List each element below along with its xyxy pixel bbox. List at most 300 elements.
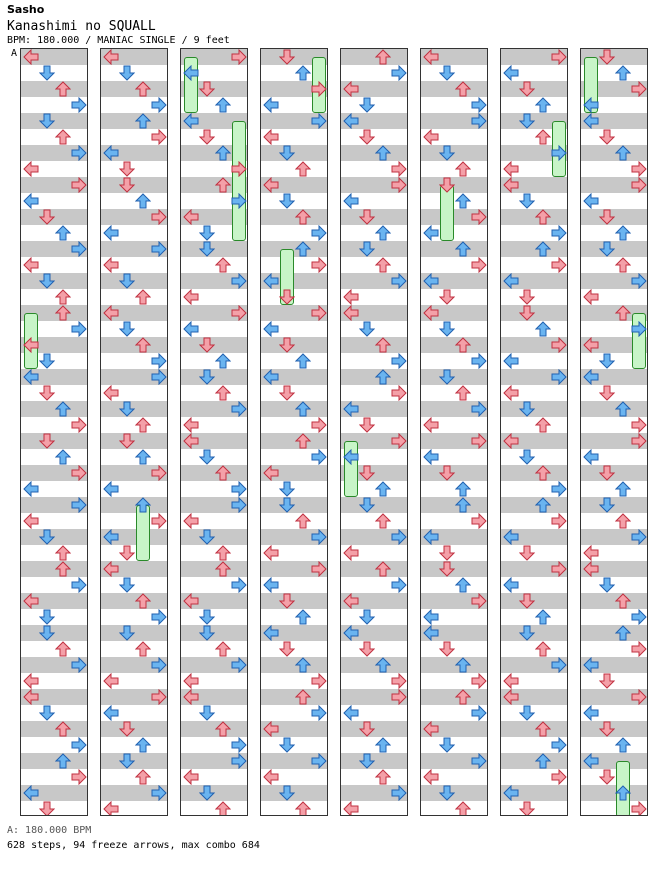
- arrow-up-icon: [615, 481, 631, 497]
- chart-column: [180, 48, 248, 816]
- arrow-right-icon: [631, 529, 647, 545]
- arrow-right-icon: [471, 97, 487, 113]
- arrow-down-icon: [199, 529, 215, 545]
- arrow-left-icon: [23, 49, 39, 65]
- arrow-right-icon: [551, 225, 567, 241]
- arrow-right-icon: [551, 145, 567, 161]
- arrow-left-icon: [343, 449, 359, 465]
- arrow-up-icon: [55, 753, 71, 769]
- chart-info: BPM: 180.000 / MANIAC SINGLE / 9 feet: [7, 35, 230, 46]
- arrow-left-icon: [423, 769, 439, 785]
- arrow-left-icon: [183, 673, 199, 689]
- arrow-up-icon: [295, 65, 311, 81]
- arrow-left-icon: [183, 113, 199, 129]
- beat-band: [421, 497, 487, 513]
- arrow-right-icon: [71, 769, 87, 785]
- arrow-up-icon: [295, 433, 311, 449]
- arrow-right-icon: [631, 433, 647, 449]
- arrow-up-icon: [615, 65, 631, 81]
- arrow-right-icon: [231, 737, 247, 753]
- arrow-right-icon: [311, 529, 327, 545]
- beat-band: [181, 721, 247, 737]
- arrow-down-icon: [519, 113, 535, 129]
- arrow-down-icon: [519, 289, 535, 305]
- arrow-up-icon: [535, 641, 551, 657]
- arrow-down-icon: [279, 737, 295, 753]
- arrow-left-icon: [263, 369, 279, 385]
- arrow-down-icon: [359, 641, 375, 657]
- arrow-right-icon: [311, 113, 327, 129]
- arrow-up-icon: [375, 145, 391, 161]
- arrow-down-icon: [119, 177, 135, 193]
- beat-band: [101, 497, 167, 513]
- arrow-left-icon: [343, 305, 359, 321]
- arrow-up-icon: [295, 609, 311, 625]
- arrow-left-icon: [263, 129, 279, 145]
- arrow-left-icon: [183, 513, 199, 529]
- arrow-up-icon: [135, 289, 151, 305]
- arrow-up-icon: [615, 305, 631, 321]
- arrow-right-icon: [71, 177, 87, 193]
- arrow-left-icon: [343, 289, 359, 305]
- beat-band: [421, 81, 487, 97]
- beat-band: [421, 337, 487, 353]
- beat-band: [101, 81, 167, 97]
- freeze-arrow: [232, 121, 246, 241]
- arrow-up-icon: [615, 593, 631, 609]
- arrow-left-icon: [23, 193, 39, 209]
- arrow-right-icon: [471, 257, 487, 273]
- beat-band: [261, 689, 327, 705]
- arrow-right-icon: [631, 321, 647, 337]
- arrow-down-icon: [119, 545, 135, 561]
- arrow-down-icon: [519, 625, 535, 641]
- arrow-right-icon: [71, 465, 87, 481]
- arrow-left-icon: [263, 577, 279, 593]
- arrow-left-icon: [343, 81, 359, 97]
- arrow-up-icon: [375, 225, 391, 241]
- arrow-left-icon: [583, 449, 599, 465]
- arrow-right-icon: [151, 609, 167, 625]
- arrow-up-icon: [375, 337, 391, 353]
- arrow-up-icon: [55, 561, 71, 577]
- arrow-down-icon: [119, 401, 135, 417]
- arrow-up-icon: [55, 305, 71, 321]
- arrow-left-icon: [263, 769, 279, 785]
- arrow-right-icon: [471, 113, 487, 129]
- arrow-down-icon: [119, 273, 135, 289]
- arrow-left-icon: [583, 193, 599, 209]
- arrow-right-icon: [231, 273, 247, 289]
- chart-column: [20, 48, 88, 816]
- beat-band: [501, 497, 567, 513]
- arrow-left-icon: [343, 193, 359, 209]
- arrow-left-icon: [423, 529, 439, 545]
- beat-band: [581, 625, 647, 641]
- arrow-down-icon: [199, 337, 215, 353]
- beat-band: [581, 593, 647, 609]
- arrow-down-icon: [519, 545, 535, 561]
- arrow-up-icon: [215, 257, 231, 273]
- arrow-right-icon: [311, 417, 327, 433]
- arrow-right-icon: [231, 401, 247, 417]
- arrow-down-icon: [39, 433, 55, 449]
- arrow-left-icon: [263, 465, 279, 481]
- arrow-up-icon: [55, 545, 71, 561]
- beat-band: [261, 401, 327, 417]
- arrow-right-icon: [151, 97, 167, 113]
- arrow-down-icon: [359, 129, 375, 145]
- arrow-up-icon: [55, 721, 71, 737]
- arrow-left-icon: [183, 321, 199, 337]
- arrow-right-icon: [71, 737, 87, 753]
- arrow-up-icon: [135, 593, 151, 609]
- arrow-left-icon: [263, 625, 279, 641]
- arrow-left-icon: [583, 369, 599, 385]
- arrow-right-icon: [551, 513, 567, 529]
- arrow-left-icon: [103, 481, 119, 497]
- beat-band: [21, 81, 87, 97]
- arrow-down-icon: [39, 113, 55, 129]
- arrow-up-icon: [455, 689, 471, 705]
- arrow-right-icon: [631, 273, 647, 289]
- beat-band: [261, 209, 327, 225]
- beat-band: [421, 657, 487, 673]
- arrow-up-icon: [375, 561, 391, 577]
- arrow-left-icon: [183, 417, 199, 433]
- freeze-arrow: [440, 185, 454, 241]
- arrow-up-icon: [615, 145, 631, 161]
- arrow-left-icon: [103, 673, 119, 689]
- arrow-down-icon: [599, 721, 615, 737]
- arrow-right-icon: [391, 273, 407, 289]
- arrow-left-icon: [583, 113, 599, 129]
- arrow-up-icon: [295, 657, 311, 673]
- arrow-down-icon: [39, 801, 55, 816]
- arrow-right-icon: [471, 673, 487, 689]
- arrow-up-icon: [295, 801, 311, 816]
- arrow-up-icon: [295, 161, 311, 177]
- arrow-down-icon: [439, 289, 455, 305]
- arrow-left-icon: [503, 353, 519, 369]
- arrow-up-icon: [375, 769, 391, 785]
- arrow-down-icon: [39, 65, 55, 81]
- arrow-left-icon: [343, 593, 359, 609]
- arrow-up-icon: [535, 465, 551, 481]
- arrow-down-icon: [199, 225, 215, 241]
- arrow-right-icon: [151, 241, 167, 257]
- beat-band: [21, 561, 87, 577]
- arrow-right-icon: [311, 257, 327, 273]
- arrow-down-icon: [439, 785, 455, 801]
- arrow-left-icon: [263, 177, 279, 193]
- arrow-down-icon: [39, 209, 55, 225]
- arrow-right-icon: [151, 129, 167, 145]
- arrow-right-icon: [311, 225, 327, 241]
- arrow-down-icon: [279, 641, 295, 657]
- arrow-left-icon: [23, 513, 39, 529]
- arrow-right-icon: [391, 433, 407, 449]
- song-title: Kanashimi no SQUALL: [7, 19, 156, 34]
- arrow-left-icon: [103, 225, 119, 241]
- arrow-right-icon: [151, 785, 167, 801]
- arrow-down-icon: [199, 449, 215, 465]
- arrow-down-icon: [439, 641, 455, 657]
- chart-column: [580, 48, 648, 816]
- arrow-down-icon: [279, 193, 295, 209]
- arrow-up-icon: [455, 337, 471, 353]
- arrow-left-icon: [183, 433, 199, 449]
- arrow-right-icon: [231, 481, 247, 497]
- arrow-left-icon: [343, 801, 359, 816]
- arrow-up-icon: [215, 561, 231, 577]
- arrow-right-icon: [151, 353, 167, 369]
- beat-band: [341, 145, 407, 161]
- arrow-right-icon: [151, 513, 167, 529]
- beat-band: [501, 753, 567, 769]
- arrow-left-icon: [423, 49, 439, 65]
- arrow-right-icon: [391, 177, 407, 193]
- arrow-up-icon: [135, 113, 151, 129]
- beat-band: [341, 337, 407, 353]
- arrow-down-icon: [439, 737, 455, 753]
- arrow-down-icon: [599, 353, 615, 369]
- arrow-left-icon: [23, 369, 39, 385]
- arrow-up-icon: [455, 577, 471, 593]
- arrow-right-icon: [311, 561, 327, 577]
- arrow-down-icon: [199, 369, 215, 385]
- arrow-left-icon: [583, 705, 599, 721]
- arrow-down-icon: [519, 81, 535, 97]
- arrow-up-icon: [215, 545, 231, 561]
- arrow-down-icon: [359, 209, 375, 225]
- arrow-down-icon: [279, 145, 295, 161]
- arrow-down-icon: [39, 705, 55, 721]
- beat-band: [581, 145, 647, 161]
- arrow-up-icon: [615, 401, 631, 417]
- arrow-down-icon: [39, 609, 55, 625]
- arrow-right-icon: [231, 753, 247, 769]
- arrow-down-icon: [599, 241, 615, 257]
- arrow-down-icon: [39, 353, 55, 369]
- arrow-right-icon: [551, 49, 567, 65]
- arrow-right-icon: [151, 369, 167, 385]
- arrow-left-icon: [183, 289, 199, 305]
- arrow-left-icon: [503, 385, 519, 401]
- arrow-left-icon: [23, 689, 39, 705]
- freeze-arrow: [136, 505, 150, 561]
- arrow-down-icon: [599, 465, 615, 481]
- arrow-left-icon: [263, 273, 279, 289]
- arrow-left-icon: [503, 177, 519, 193]
- arrow-right-icon: [631, 689, 647, 705]
- arrow-left-icon: [23, 161, 39, 177]
- arrow-down-icon: [199, 609, 215, 625]
- arrow-right-icon: [231, 193, 247, 209]
- arrow-left-icon: [103, 145, 119, 161]
- arrow-up-icon: [135, 641, 151, 657]
- arrow-left-icon: [263, 321, 279, 337]
- arrow-right-icon: [391, 577, 407, 593]
- arrow-left-icon: [583, 545, 599, 561]
- arrow-down-icon: [359, 321, 375, 337]
- arrow-left-icon: [343, 401, 359, 417]
- arrow-down-icon: [119, 433, 135, 449]
- arrow-left-icon: [423, 305, 439, 321]
- arrow-right-icon: [231, 161, 247, 177]
- arrow-left-icon: [183, 769, 199, 785]
- arrow-right-icon: [311, 305, 327, 321]
- arrow-left-icon: [423, 625, 439, 641]
- arrow-down-icon: [599, 209, 615, 225]
- arrow-up-icon: [375, 49, 391, 65]
- arrow-up-icon: [535, 753, 551, 769]
- arrow-up-icon: [375, 257, 391, 273]
- arrow-left-icon: [103, 257, 119, 273]
- arrow-up-icon: [535, 129, 551, 145]
- arrow-down-icon: [39, 625, 55, 641]
- arrow-down-icon: [599, 769, 615, 785]
- arrow-up-icon: [375, 481, 391, 497]
- footer-bpm: A: 180.000 BPM: [7, 825, 92, 836]
- arrow-up-icon: [535, 417, 551, 433]
- arrow-down-icon: [279, 497, 295, 513]
- arrow-up-icon: [295, 513, 311, 529]
- arrow-left-icon: [23, 337, 39, 353]
- arrow-left-icon: [103, 705, 119, 721]
- arrow-up-icon: [295, 401, 311, 417]
- arrow-right-icon: [231, 577, 247, 593]
- arrow-right-icon: [471, 705, 487, 721]
- arrow-left-icon: [503, 161, 519, 177]
- arrow-right-icon: [71, 241, 87, 257]
- arrow-left-icon: [423, 721, 439, 737]
- arrow-up-icon: [215, 353, 231, 369]
- arrow-right-icon: [311, 753, 327, 769]
- arrow-down-icon: [119, 321, 135, 337]
- beat-band: [181, 465, 247, 481]
- arrow-down-icon: [199, 705, 215, 721]
- arrow-down-icon: [439, 465, 455, 481]
- arrow-right-icon: [151, 465, 167, 481]
- arrow-down-icon: [439, 65, 455, 81]
- arrow-left-icon: [583, 289, 599, 305]
- arrow-up-icon: [135, 337, 151, 353]
- beat-band: [181, 561, 247, 577]
- arrow-left-icon: [503, 673, 519, 689]
- arrow-up-icon: [615, 737, 631, 753]
- arrow-up-icon: [135, 193, 151, 209]
- arrow-down-icon: [199, 241, 215, 257]
- arrow-left-icon: [343, 113, 359, 129]
- arrow-right-icon: [231, 49, 247, 65]
- arrow-up-icon: [535, 497, 551, 513]
- arrow-down-icon: [119, 753, 135, 769]
- arrow-left-icon: [183, 209, 199, 225]
- arrow-up-icon: [455, 497, 471, 513]
- arrow-up-icon: [55, 289, 71, 305]
- arrow-left-icon: [503, 433, 519, 449]
- beat-band: [341, 369, 407, 385]
- arrow-down-icon: [39, 529, 55, 545]
- arrow-down-icon: [519, 593, 535, 609]
- arrow-up-icon: [375, 657, 391, 673]
- arrow-right-icon: [631, 417, 647, 433]
- arrow-left-icon: [583, 753, 599, 769]
- arrow-down-icon: [279, 289, 295, 305]
- arrow-down-icon: [279, 49, 295, 65]
- arrow-right-icon: [391, 529, 407, 545]
- arrow-left-icon: [343, 705, 359, 721]
- arrow-up-icon: [375, 369, 391, 385]
- arrow-right-icon: [471, 433, 487, 449]
- arrow-up-icon: [135, 737, 151, 753]
- arrow-up-icon: [215, 97, 231, 113]
- arrow-up-icon: [375, 737, 391, 753]
- arrow-up-icon: [295, 241, 311, 257]
- arrow-down-icon: [199, 625, 215, 641]
- arrow-left-icon: [103, 801, 119, 816]
- arrow-up-icon: [135, 497, 151, 513]
- beat-band: [21, 721, 87, 737]
- arrow-up-icon: [375, 513, 391, 529]
- arrow-left-icon: [503, 529, 519, 545]
- arrow-left-icon: [423, 609, 439, 625]
- beat-band: [341, 561, 407, 577]
- arrow-up-icon: [295, 353, 311, 369]
- arrow-up-icon: [295, 689, 311, 705]
- arrow-right-icon: [631, 609, 647, 625]
- arrow-up-icon: [215, 177, 231, 193]
- arrow-up-icon: [55, 641, 71, 657]
- arrow-up-icon: [535, 97, 551, 113]
- arrow-down-icon: [359, 753, 375, 769]
- arrow-down-icon: [519, 705, 535, 721]
- arrow-up-icon: [615, 257, 631, 273]
- beat-band: [421, 689, 487, 705]
- arrow-right-icon: [631, 161, 647, 177]
- arrow-right-icon: [631, 81, 647, 97]
- arrow-right-icon: [71, 417, 87, 433]
- arrow-up-icon: [135, 81, 151, 97]
- arrow-right-icon: [551, 337, 567, 353]
- arrow-right-icon: [311, 705, 327, 721]
- arrow-down-icon: [359, 97, 375, 113]
- arrow-left-icon: [183, 65, 199, 81]
- arrow-right-icon: [471, 353, 487, 369]
- arrow-down-icon: [519, 801, 535, 816]
- arrow-down-icon: [359, 241, 375, 257]
- arrow-up-icon: [535, 241, 551, 257]
- beat-band: [261, 241, 327, 257]
- arrow-down-icon: [599, 49, 615, 65]
- arrow-right-icon: [391, 673, 407, 689]
- arrow-up-icon: [455, 481, 471, 497]
- arrow-down-icon: [119, 65, 135, 81]
- beat-band: [101, 337, 167, 353]
- arrow-left-icon: [423, 273, 439, 289]
- arrow-left-icon: [503, 577, 519, 593]
- arrow-up-icon: [215, 641, 231, 657]
- beat-band: [101, 113, 167, 129]
- arrow-up-icon: [215, 145, 231, 161]
- bpm-marker: A: [11, 48, 18, 59]
- arrow-right-icon: [631, 177, 647, 193]
- beat-band: [261, 657, 327, 673]
- arrow-down-icon: [599, 385, 615, 401]
- arrow-right-icon: [471, 401, 487, 417]
- arrow-right-icon: [71, 321, 87, 337]
